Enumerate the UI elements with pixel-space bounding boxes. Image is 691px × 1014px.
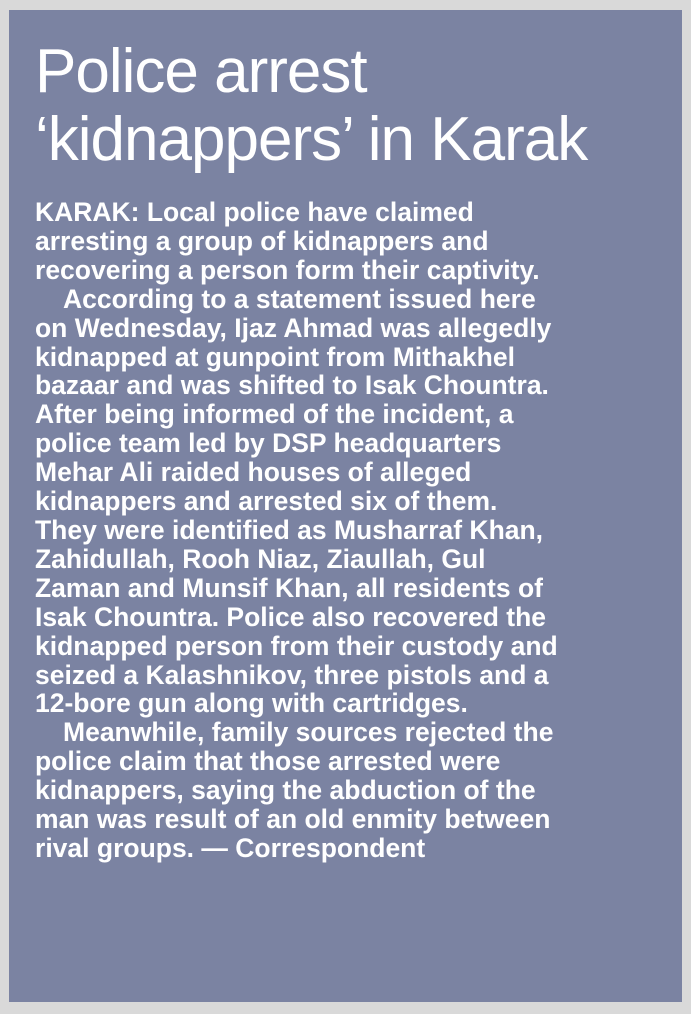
body-line: Meanwhile, family sources rejected the (63, 717, 554, 748)
body-line: Zahidullah, Rooh Niaz, Ziaullah, Gul (35, 543, 486, 574)
article-body (35, 198, 658, 863)
body-line: man was result of an old enmity between (35, 804, 551, 835)
body-line: police team led by DSP headquarters (35, 428, 502, 459)
body-line: KARAK: Local police have claimed (35, 197, 474, 227)
body-line: police claim that those arrested were (35, 746, 501, 777)
body-line: arresting a group of kidnappers and (35, 225, 489, 256)
body-line: seized a Kalashnikov, three pistols and a (35, 659, 549, 690)
news-clipping (9, 10, 682, 1002)
body-line: According to a statement issued here (63, 283, 536, 314)
body-line: kidnapped person from their custody and (35, 630, 558, 661)
body-line: bazaar and was shifted to Isak Chountra. (35, 370, 549, 401)
body-line: After being informed of the incident, a (35, 399, 514, 430)
body-line: kidnappers and arrested six of them. (35, 486, 498, 517)
headline-line: Police arrest (35, 37, 367, 106)
body-line: kidnappers, saying the abduction of the (35, 775, 536, 806)
body-line: Isak Chountra. Police also recovered the (35, 601, 547, 632)
body-line: They were identified as Musharraf Khan, (35, 514, 544, 545)
body-line: Mehar Ali raided houses of alleged (35, 457, 472, 488)
body-line: Zaman and Munsif Khan, all residents of (35, 572, 543, 603)
headline (35, 38, 658, 174)
body-line: kidnapped at gunpoint from Mithakhel (35, 341, 515, 372)
body-line: on Wednesday, Ijaz Ahmad was allegedly (35, 312, 552, 343)
body-line: rival groups. — Correspondent (35, 832, 426, 863)
body-line: 12-bore gun along with cartridges. (35, 688, 468, 719)
headline-line: ‘kidnappers’ in Karak (35, 105, 588, 174)
body-line: recovering a person form their captivity. (35, 254, 540, 285)
